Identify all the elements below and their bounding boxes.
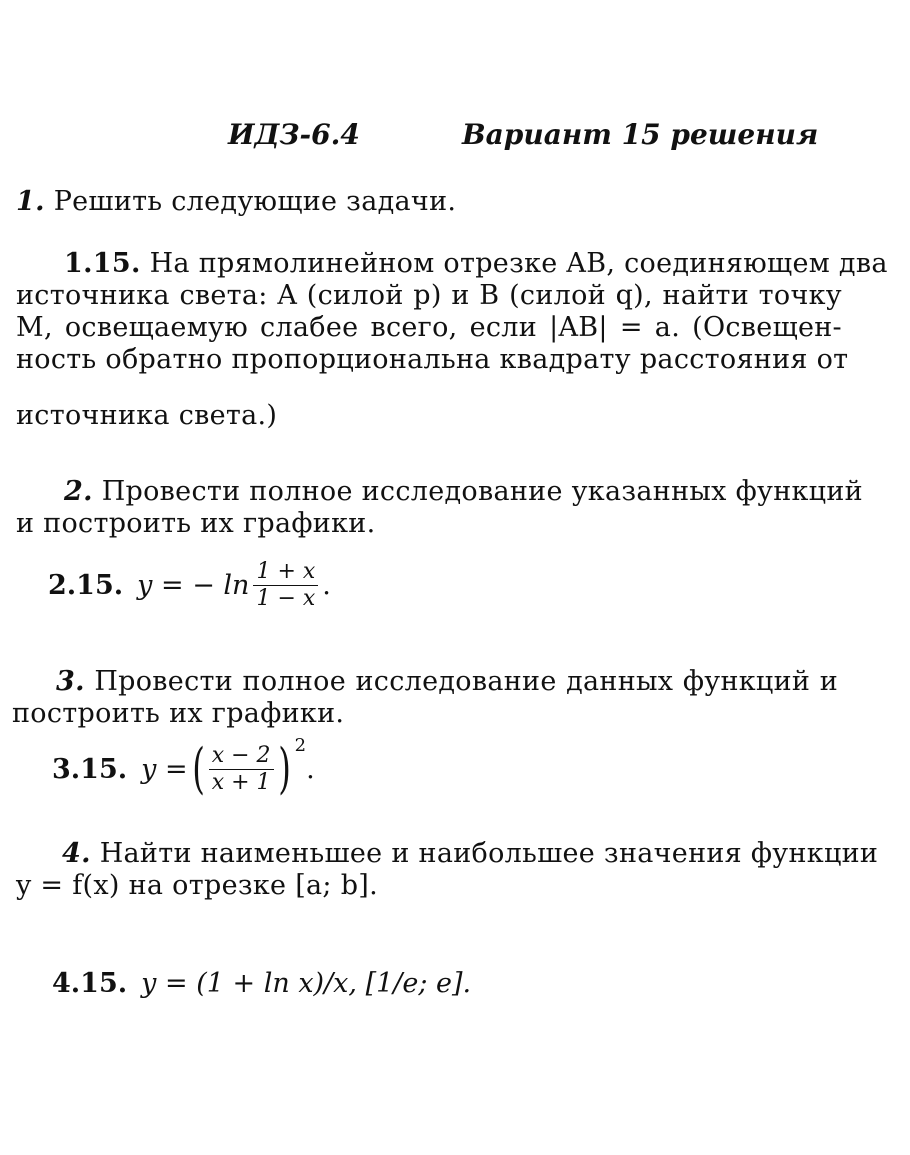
assignment-code: ИДЗ-6.4 — [228, 118, 360, 151]
task4-text-line-2: y = f(x) на отрезке [a; b]. — [16, 870, 379, 901]
task2-formula — [48, 560, 331, 611]
task4-line-1 — [16, 838, 879, 870]
task1-text-line-3: M, освещаемую слабее всего, если |AB| = a. (Освещен- — [16, 312, 842, 343]
task1-number: 1. — [16, 186, 45, 217]
task3-denominator: x + 1 — [211, 769, 271, 795]
task1-text-line-1: На прямолинейном отрезке AB, соединяющем два — [149, 248, 888, 279]
task3-line-2 — [12, 698, 344, 730]
task3-text-line-2: построить их графики. — [12, 698, 345, 729]
task2-denominator: 1 − x — [256, 586, 316, 611]
task1-line-3 — [16, 312, 842, 344]
task1-line-2 — [16, 280, 842, 312]
task1-text-line-2: источника света: A (силой p) и B (силой q), найти точку — [16, 280, 842, 311]
task3-close-paren: ) — [277, 737, 291, 800]
task3-exponent: 2 — [294, 734, 307, 756]
task2-formula-suffix: . — [322, 570, 331, 601]
task4-text-line-1: Найти наименьшее и наибольшее значения функции — [99, 838, 879, 869]
task1-text: Решить следующие задачи. — [53, 186, 457, 217]
task1-line-5 — [16, 400, 277, 432]
task1-text-line-4: ность обратно пропорциональна квадрату расстояния от — [16, 344, 849, 375]
task1-line-1 — [16, 248, 888, 280]
task3-sub-number: 3.15. — [52, 753, 128, 785]
task3-formula-prefix: y = — [141, 753, 188, 785]
task1-line-4 — [16, 344, 849, 376]
variant-title: Вариант 15 решения — [462, 118, 819, 151]
task2-number: 2. — [64, 476, 93, 507]
task2-line-2 — [16, 508, 375, 540]
task1-text-line-5: источника света.) — [16, 400, 278, 431]
task3-formula — [52, 734, 315, 800]
task2-line-1 — [16, 476, 863, 508]
task3-fraction — [209, 744, 274, 795]
task2-sub-number: 2.15. — [48, 570, 124, 601]
task3-formula-suffix: . — [306, 753, 315, 785]
task4-number: 4. — [62, 838, 91, 869]
task3-line-1 — [12, 666, 838, 698]
task2-formula-prefix: y = − ln — [137, 570, 250, 601]
task4-formula: y = (1 + ln x)/x, [1/e; e]. — [141, 968, 472, 999]
task3-numerator: x − 2 — [209, 744, 274, 770]
task3-open-paren: ( — [191, 737, 205, 800]
task2-fraction — [253, 560, 318, 611]
task1-sub-number: 1.15. — [64, 248, 141, 279]
task4-line-2 — [16, 870, 378, 902]
task3-text-line-1: Провести полное исследование данных функций и — [94, 666, 838, 697]
task2-text-line-2: и построить их графики. — [16, 508, 376, 539]
task2-text-line-1: Провести полное исследование указанных функций — [101, 476, 863, 507]
task4-sub-number: 4.15. — [52, 968, 128, 999]
task3-number: 3. — [56, 666, 85, 697]
task2-numerator: 1 + x — [253, 560, 318, 586]
task1-heading — [16, 186, 456, 218]
task4-formula-row — [52, 968, 471, 999]
